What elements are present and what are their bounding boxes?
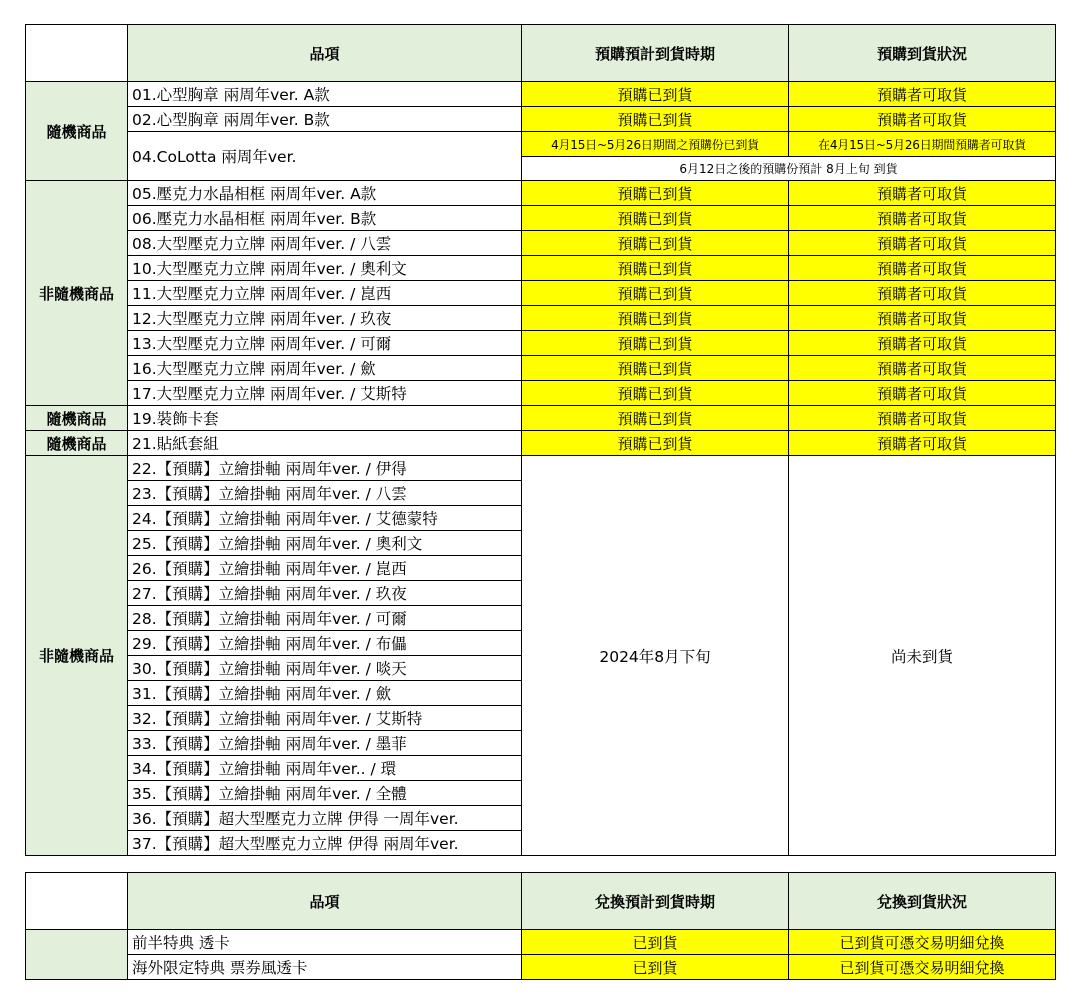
status-cell: 預購者可取貨 <box>789 281 1056 306</box>
eta-cell: 預購已到貨 <box>522 331 789 356</box>
status-cell: 預購者可取貨 <box>789 306 1056 331</box>
status-cell: 預購者可取貨 <box>789 431 1056 456</box>
item-cell: 36.【預購】超大型壓克力立牌 伊得 一周年ver. <box>128 806 522 831</box>
item-cell: 11.大型壓克力立牌 兩周年ver. / 崑西 <box>128 281 522 306</box>
item-cell: 12.大型壓克力立牌 兩周年ver. / 玖夜 <box>128 306 522 331</box>
item-cell: 05.壓克力水晶相框 兩周年ver. A款 <box>128 181 522 206</box>
item-cell: 01.心型胸章 兩周年ver. A款 <box>128 82 522 107</box>
item-cell: 34.【預購】立繪掛軸 兩周年ver.. / 環 <box>128 756 522 781</box>
status-cell: 預購者可取貨 <box>789 181 1056 206</box>
eta-cell: 預購已到貨 <box>522 431 789 456</box>
table-row <box>26 930 1056 955</box>
eta-cell: 2024年8月下旬 <box>522 456 789 856</box>
status-cell: 預購者可取貨 <box>789 256 1056 281</box>
item-cell: 19.裝飾卡套 <box>128 406 522 431</box>
table-row <box>26 381 1056 406</box>
eta-cell: 預購已到貨 <box>522 381 789 406</box>
item-cell: 29.【預購】立繪掛軸 兩周年ver. / 布儡 <box>128 631 522 656</box>
header-row <box>26 873 1056 930</box>
header-eta: 兌換預計到貨時期 <box>522 873 789 930</box>
header-status: 兌換到貨狀況 <box>789 873 1056 930</box>
item-cell: 21.貼紙套組 <box>128 431 522 456</box>
item-cell: 32.【預購】立繪掛軸 兩周年ver. / 艾斯特 <box>128 706 522 731</box>
eta-cell: 預購已到貨 <box>522 181 789 206</box>
table-row <box>26 206 1056 231</box>
item-cell: 02.心型胸章 兩周年ver. B款 <box>128 107 522 132</box>
category-cell: 隨機商品 <box>26 406 128 431</box>
item-cell: 16.大型壓克力立牌 兩周年ver. / 歛 <box>128 356 522 381</box>
item-cell: 28.【預購】立繪掛軸 兩周年ver. / 可爾 <box>128 606 522 631</box>
redeem-table <box>25 872 1056 980</box>
item-cell: 08.大型壓克力立牌 兩周年ver. / 八雲 <box>128 231 522 256</box>
item-cell: 25.【預購】立繪掛軸 兩周年ver. / 奧利文 <box>128 531 522 556</box>
table-row <box>26 306 1056 331</box>
status-cell: 預購者可取貨 <box>789 331 1056 356</box>
table-row <box>26 132 1056 157</box>
status-cell: 預購者可取貨 <box>789 231 1056 256</box>
note-cell: 6月12日之後的預購份預計 8月上旬 到貨 <box>522 157 1056 181</box>
item-cell: 37.【預購】超大型壓克力立牌 伊得 兩周年ver. <box>128 831 522 856</box>
item-cell: 30.【預購】立繪掛軸 兩周年ver. / 啖天 <box>128 656 522 681</box>
item-cell: 06.壓克力水晶相框 兩周年ver. B款 <box>128 206 522 231</box>
header-blank <box>26 25 128 82</box>
item-cell: 04.CoLotta 兩周年ver. <box>128 132 522 181</box>
item-cell: 33.【預購】立繪掛軸 兩周年ver. / 墨菲 <box>128 731 522 756</box>
eta-cell: 預購已到貨 <box>522 356 789 381</box>
status-cell: 預購者可取貨 <box>789 82 1056 107</box>
status-cell: 預購者可取貨 <box>789 107 1056 132</box>
header-eta: 預購預計到貨時期 <box>522 25 789 82</box>
item-cell: 前半特典 透卡 <box>128 930 522 955</box>
header-status: 預購到貨狀況 <box>789 25 1056 82</box>
table-row <box>26 82 1056 107</box>
header-blank <box>26 873 128 930</box>
item-cell: 海外限定特典 票券風透卡 <box>128 955 522 980</box>
item-cell: 27.【預購】立繪掛軸 兩周年ver. / 玖夜 <box>128 581 522 606</box>
item-cell: 26.【預購】立繪掛軸 兩周年ver. / 崑西 <box>128 556 522 581</box>
status-cell: 預購者可取貨 <box>789 206 1056 231</box>
header-item: 品項 <box>128 25 522 82</box>
table-row <box>26 356 1056 381</box>
item-cell: 10.大型壓克力立牌 兩周年ver. / 奧利文 <box>128 256 522 281</box>
category-cell: 隨機商品 <box>26 82 128 181</box>
status-cell: 預購者可取貨 <box>789 381 1056 406</box>
item-cell: 31.【預購】立繪掛軸 兩周年ver. / 歛 <box>128 681 522 706</box>
eta-cell: 已到貨 <box>522 955 789 980</box>
item-cell: 13.大型壓克力立牌 兩周年ver. / 可爾 <box>128 331 522 356</box>
table-row <box>26 331 1056 356</box>
table-row <box>26 107 1056 132</box>
preorder-table <box>25 24 1056 856</box>
category-cell: 隨機商品 <box>26 431 128 456</box>
item-cell: 24.【預購】立繪掛軸 兩周年ver. / 艾德蒙特 <box>128 506 522 531</box>
header-item: 品項 <box>128 873 522 930</box>
status-cell: 在4月15日~5月26日期間預購者可取貨 <box>789 132 1056 157</box>
status-cell: 尚未到貨 <box>789 456 1056 856</box>
category-cell <box>26 930 128 980</box>
status-cell: 已到貨可憑交易明細兌換 <box>789 930 1056 955</box>
eta-cell: 預購已到貨 <box>522 82 789 107</box>
item-cell: 17.大型壓克力立牌 兩周年ver. / 艾斯特 <box>128 381 522 406</box>
eta-cell: 預購已到貨 <box>522 281 789 306</box>
item-cell: 35.【預購】立繪掛軸 兩周年ver. / 全體 <box>128 781 522 806</box>
item-cell: 23.【預購】立繪掛軸 兩周年ver. / 八雲 <box>128 481 522 506</box>
eta-cell: 預購已到貨 <box>522 107 789 132</box>
status-cell: 已到貨可憑交易明細兌換 <box>789 955 1056 980</box>
status-cell: 預購者可取貨 <box>789 406 1056 431</box>
item-cell: 22.【預購】立繪掛軸 兩周年ver. / 伊得 <box>128 456 522 481</box>
eta-cell: 預購已到貨 <box>522 231 789 256</box>
table-row <box>26 181 1056 206</box>
eta-cell: 預購已到貨 <box>522 306 789 331</box>
table-row <box>26 281 1056 306</box>
category-cell: 非隨機商品 <box>26 181 128 406</box>
eta-cell: 預購已到貨 <box>522 256 789 281</box>
table-row <box>26 955 1056 980</box>
table-row <box>26 406 1056 431</box>
eta-cell: 預購已到貨 <box>522 206 789 231</box>
table-row <box>26 256 1056 281</box>
eta-cell: 4月15日~5月26日期間之預購份已到貨 <box>522 132 789 157</box>
eta-cell: 預購已到貨 <box>522 406 789 431</box>
status-cell: 預購者可取貨 <box>789 356 1056 381</box>
category-cell: 非隨機商品 <box>26 456 128 856</box>
header-row <box>26 25 1056 82</box>
table-row <box>26 231 1056 256</box>
table-row <box>26 456 1056 481</box>
eta-cell: 已到貨 <box>522 930 789 955</box>
table-row <box>26 431 1056 456</box>
